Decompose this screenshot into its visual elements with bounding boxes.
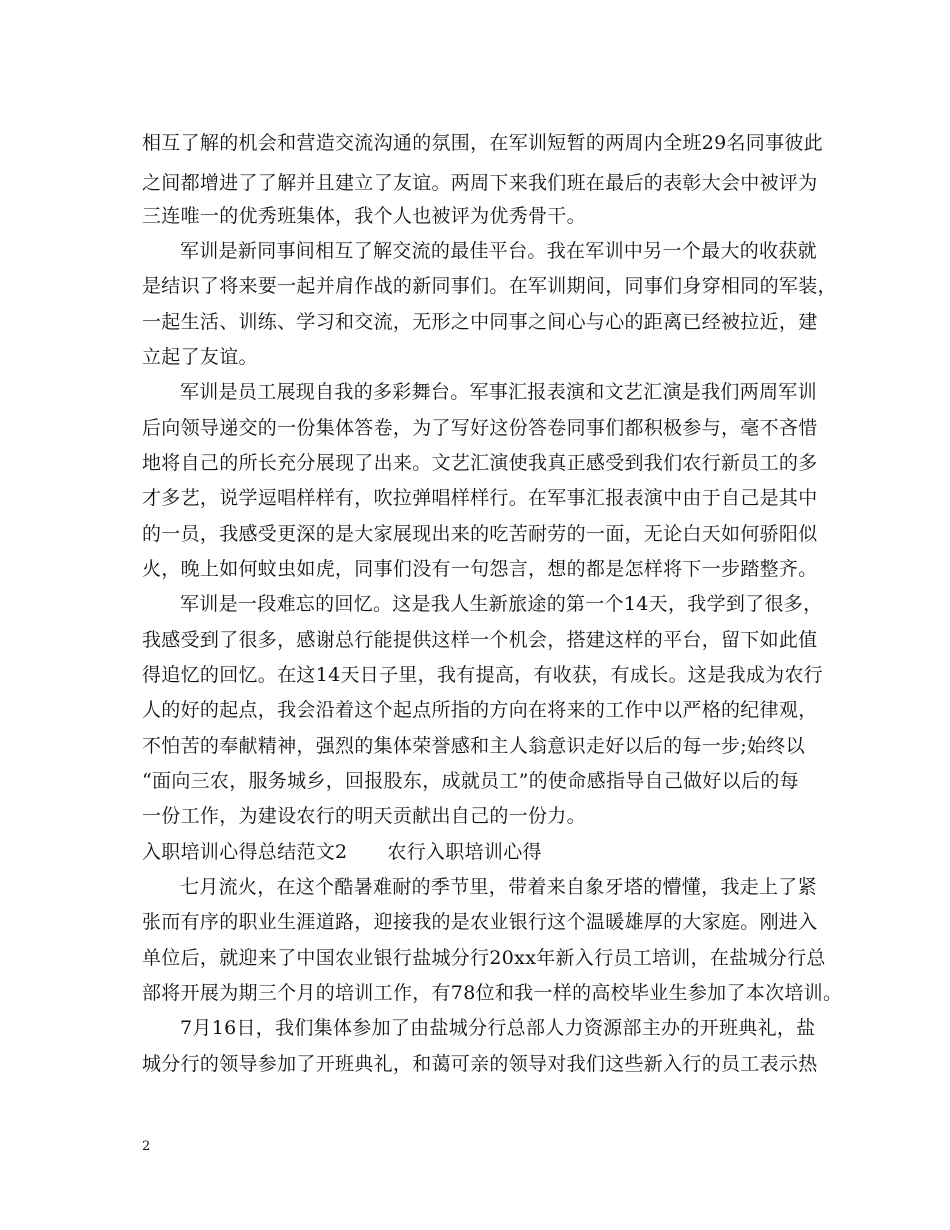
body-line: 的一员，我感受更深的是大家展现出来的吃苦耐劳的一面，无论白天如何骄阳似 [142, 523, 818, 545]
body-line: 地将自己的所长充分展现了出来。文艺汇演使我真正感受到我们农行新员工的多 [142, 452, 818, 474]
body-line: 单位后，就迎来了中国农业银行盐城分行20xx年新入行员工培训，在盐城分行总 [142, 947, 826, 969]
heading-subtitle: 农行入职培训心得 [387, 841, 542, 863]
body-line: 不怕苦的奉献精神，强烈的集体荣誉感和主人翁意识走好以后的每一步;始终以 [142, 735, 805, 757]
heading-title: 入职培训心得总结范文2 [142, 841, 348, 863]
body-line: 军训是一段难忘的回忆。这是我人生新旅途的第一个14天，我学到了很多， [180, 593, 823, 615]
body-line: 才多艺，说学逗唱样样有，吹拉弹唱样样行。在军事汇报表演中由于自己是其中 [142, 487, 818, 509]
body-line: 人的好的起点，我会沿着这个起点所指的方向在将来的工作中以严格的纪律观， [142, 699, 818, 721]
page-number: 2 [142, 1139, 151, 1154]
body-line: 城分行的领导参加了开班典礼，和蔼可亲的领导对我们这些新入行的员工表示热 [142, 1053, 818, 1075]
body-line: 张而有序的职业生涯道路，迎接我的是农业银行这个温暖雄厚的大家庭。刚进入 [142, 911, 818, 933]
body-line: “面向三农，服务城乡，回报股东，成就员工”的使命感指导自己做好以后的每 [142, 770, 799, 792]
body-line: 三连唯一的优秀班集体，我个人也被评为优秀骨干。 [142, 205, 586, 227]
body-line: 军训是员工展现自我的多彩舞台。军事汇报表演和文艺汇演是我们两周军训 [180, 381, 817, 403]
body-line: 我感受到了很多，感谢总行能提供这样一个机会，搭建这样的平台，留下如此值 [142, 629, 818, 651]
body-line: 得追忆的回忆。在这14天日子里，我有提高，有收获，有成长。这是我成为农行 [142, 664, 823, 686]
body-line: 相互了解的机会和营造交流沟通的氛围，在军训短暂的两周内全班29名同事彼此 [142, 132, 823, 154]
body-line: 立起了友谊。 [142, 346, 258, 368]
body-line: 军训是新同事间相互了解交流的最佳平台。我在军训中另一个最大的收获就 [180, 240, 817, 262]
body-line: 火，晚上如何蚊虫如虎，同事们没有一句怨言，想的都是怎样将下一步踏整齐。 [142, 558, 818, 580]
body-line: 之间都增进了了解并且建立了友谊。两周下来我们班在最后的表彰大会中被评为 [142, 172, 818, 194]
section-heading [142, 840, 542, 864]
body-line: 七月流火，在这个酷暑难耐的季节里，带着来自象牙塔的懵懂，我走上了紧 [180, 876, 817, 898]
body-line: 部将开展为期三个月的培训工作，有78位和我一样的高校毕业生参加了本次培训。 [142, 982, 843, 1004]
body-line: 一起生活、训练、学习和交流，无形之中同事之间心与心的距离已经被拉近，建 [142, 311, 818, 333]
body-line: 后向领导递交的一份集体答卷，为了写好这份答卷同事们都积极参与，毫不吝惜 [142, 417, 818, 439]
body-line: 7月16日，我们集体参加了由盐城分行总部人力资源部主办的开班典礼，盐 [180, 1017, 816, 1039]
body-line: 一份工作，为建设农行的明天贡献出自己的一份力。 [142, 805, 586, 827]
body-line: 是结识了将来要一起并肩作战的新同事们。在军训期间，同事们身穿相同的军装， [142, 275, 837, 297]
